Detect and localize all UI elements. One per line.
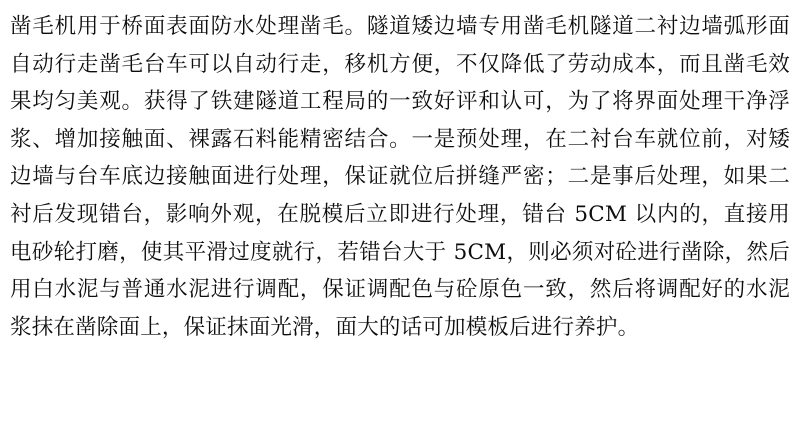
body-paragraph: 凿毛机用于桥面表面防水处理凿毛。隧道矮边墙专用凿毛机隧道二衬边墙弧形面自动行走凿毛台车可以自动行走，移机方便，不仅降低了劳动成本，而且凿毛效果均匀美观。获得了铁建隧道工程局的一致好评和认可，为了将界面处理干净浮浆、增加接触面、裸露石料能精密结合。一是预处理，在二衬台车就位前，对矮边墙与台车底边接触面进行处理，保证就位后拼缝严密；二是事后处理，如果二衬后发现错台，影响外观，在脱模后立即进行处理，错台 5CM 以内的，直接用电砂轮打磨，使其平滑过度就行，若错台大于 5CM，则必须对砼进行凿除，然后用白水泥与普通水泥进行调配，保证调配色与砼原色一致，然后将调配好的水泥浆抹在凿除面上，保证抹面光滑，面大的话可加模板后进行养护。 [10, 14, 790, 340]
